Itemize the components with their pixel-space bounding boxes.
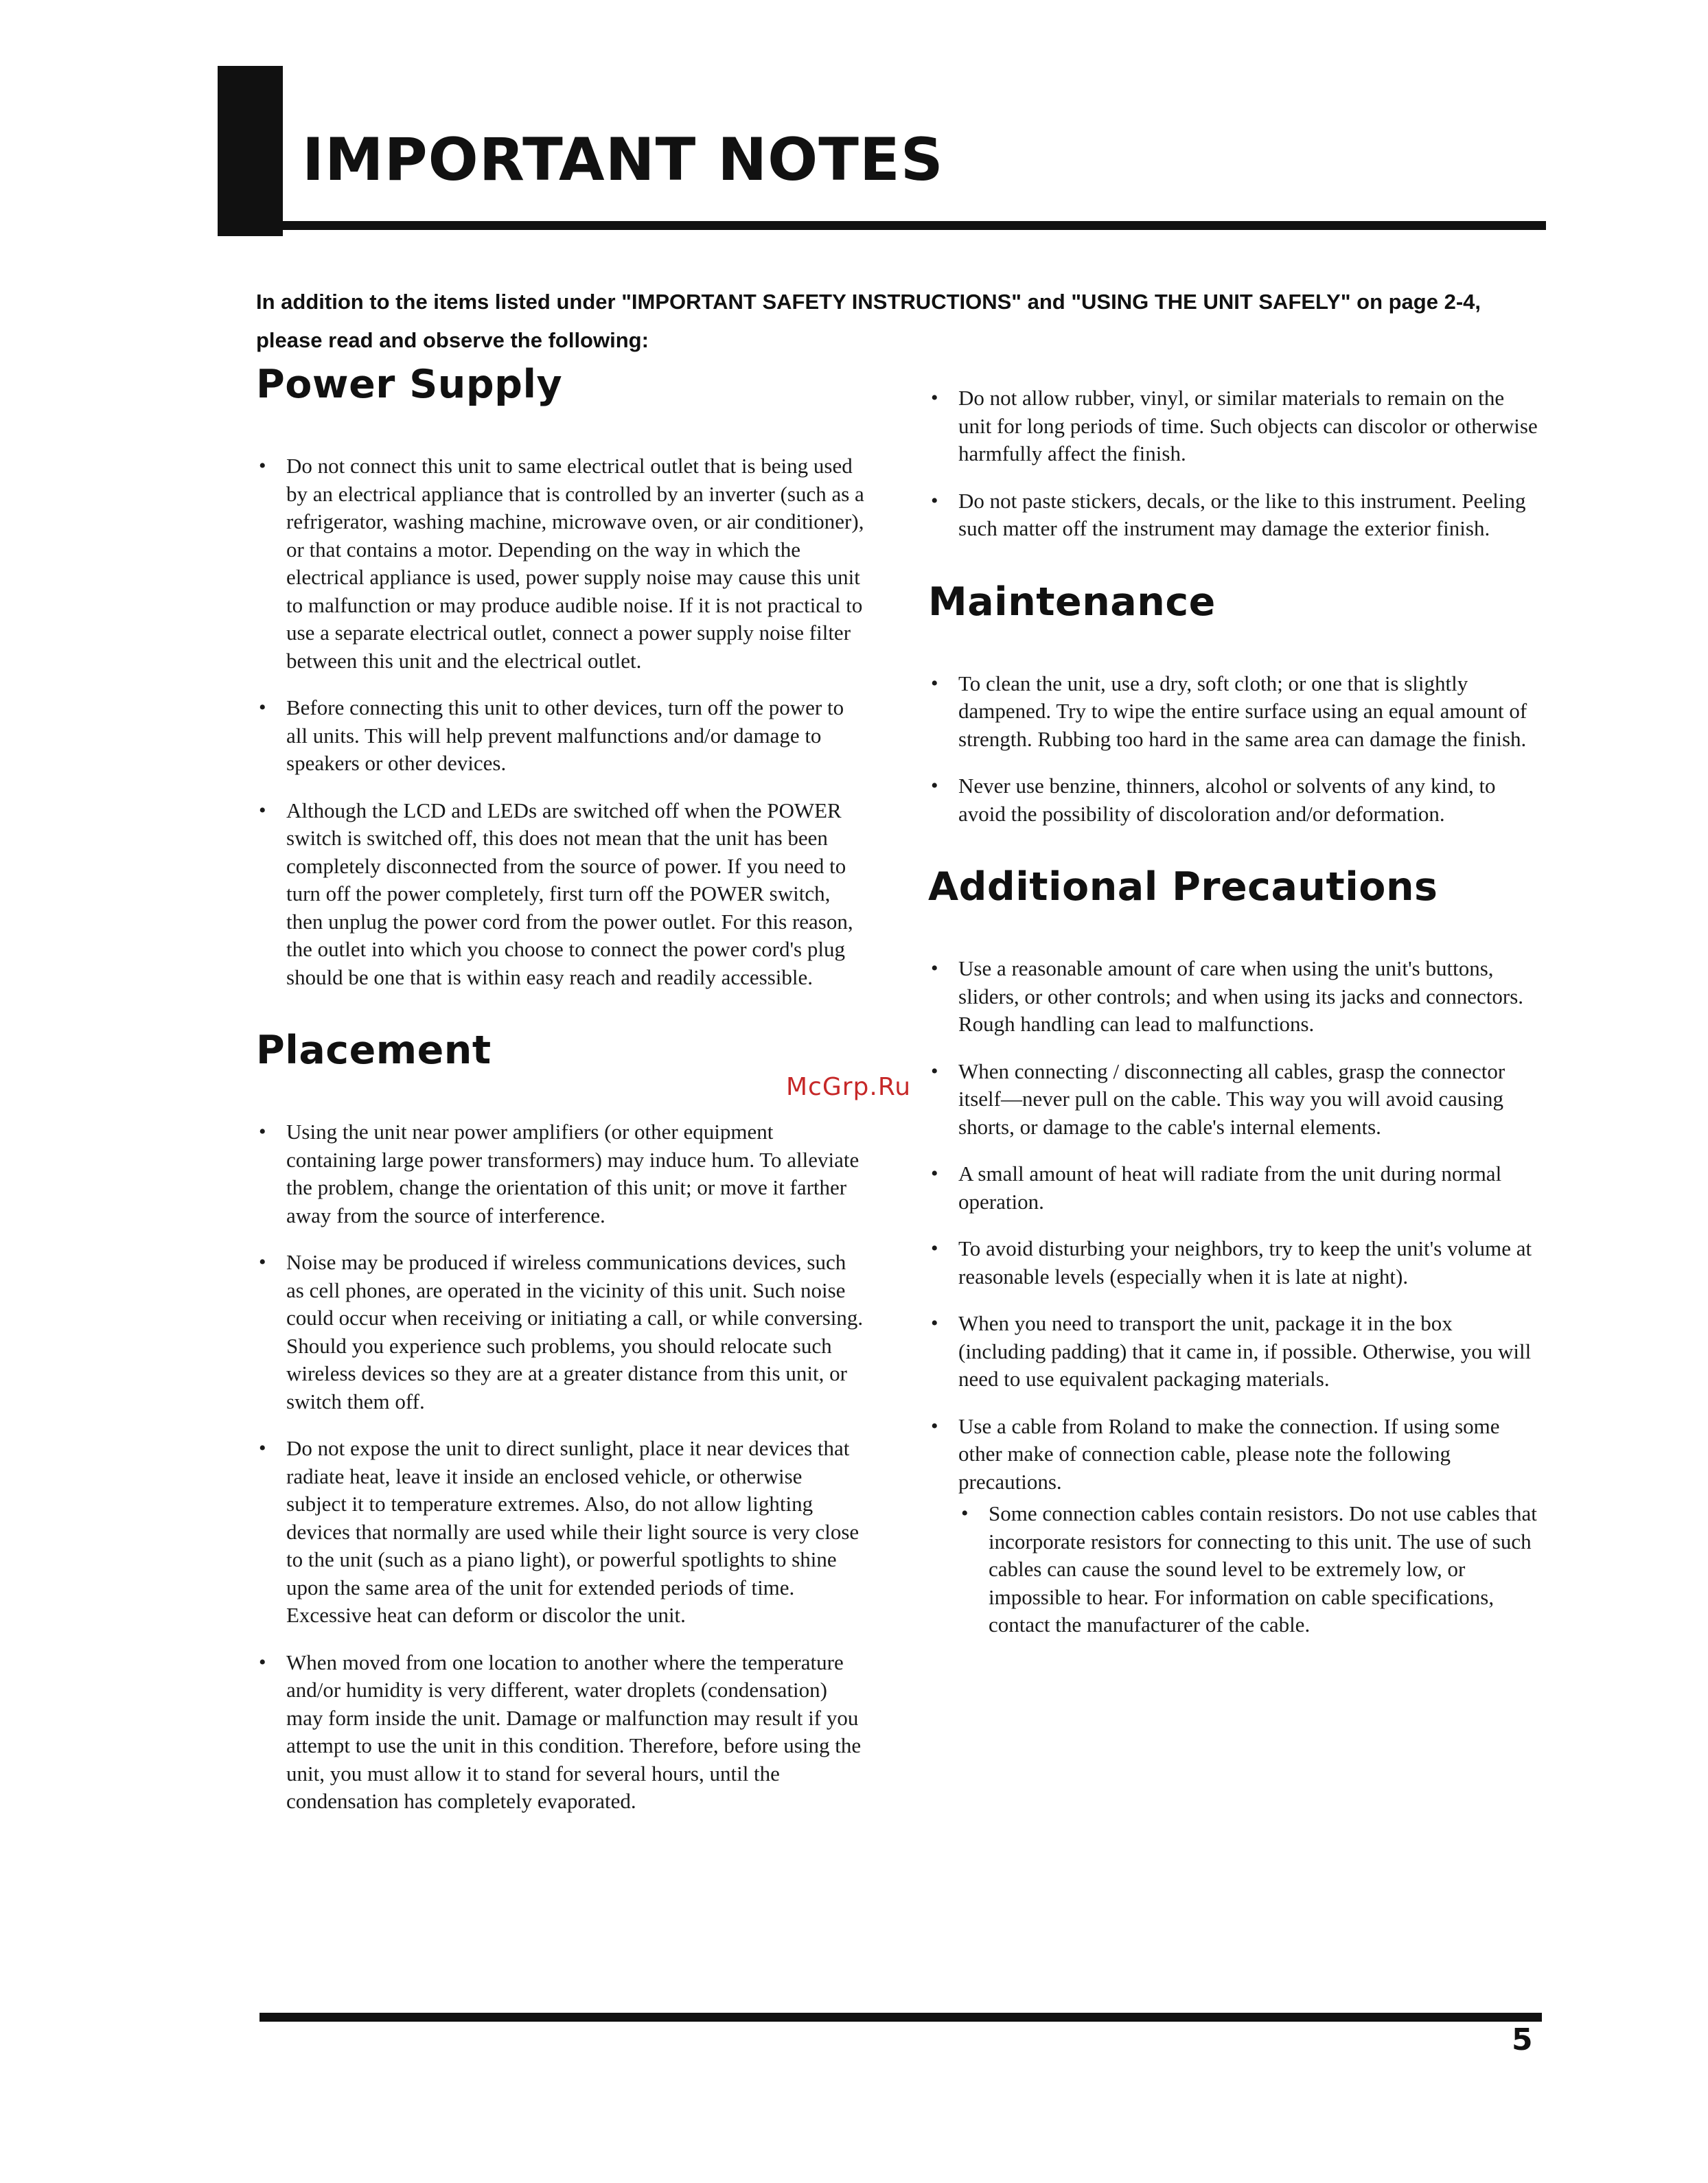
intro-paragraph: In addition to the items listed under "IMPORTANT SAFETY INSTRUCTIONS" and "USING THE UNIT SAFELY" on page 2-4, please read and observe the following: <box>256 290 1481 352</box>
list-item: • Do not allow rubber, vinyl, or similar materials to remain on the unit for long periods of time. Such objects can discolor or otherwise harmfully affect the finish. <box>928 384 1539 468</box>
footer-rule <box>259 2013 1542 2022</box>
list-item: • Using the unit near power amplifiers (or other equipment containing large power transformers) may induce hum. To alleviate the problem, change the orientation of this unit; or move it farther away from the source of interference. <box>256 1118 867 1229</box>
page-number: 5 <box>1512 2022 1533 2057</box>
list-item: • Do not paste stickers, decals, or the like to this instrument. Peeling such matter off the instrument may damage the exterior finish. <box>928 487 1539 543</box>
section-heading-placement: Placement <box>256 1028 492 1073</box>
list-item: • Before connecting this unit to other devices, turn off the power to all units. This will help prevent malfunctions and/or damage to speakers or other devices. <box>256 694 867 778</box>
placement-list <box>256 1118 867 1816</box>
section-additional-precautions <box>928 864 1539 1639</box>
list-item: • Although the LCD and LEDs are switched off when the POWER switch is switched off, this does not mean that the unit has been completely disconnected from the source of power. If you need to turn off the power completely, first turn off the POWER switch, then unplug the power cord from the power outlet. For this reason, the outlet into which you choose to connect the power cord's plug should be one that is within easy reach and readily accessible. <box>256 797 867 992</box>
header-block <box>218 66 283 236</box>
page-title: IMPORTANT NOTES <box>302 126 944 194</box>
left-column <box>256 362 867 1856</box>
list-item: • Never use benzine, thinners, alcohol or solvents of any kind, to avoid the possibility of discoloration and/or deformation. <box>928 772 1539 828</box>
list-item: • Do not expose the unit to direct sunlight, place it near devices that radiate heat, leave it inside an enclosed vehicle, or otherwise subject it to temperature extremes. Also, do not allow lighting devices that normally are used while their light source is very close to the unit (such as a piano light), or powerful spotlights to shine upon the same area of the unit for extended periods of time. Excessive heat can deform or discolor the unit. <box>256 1435 867 1630</box>
list-item-text: Use a cable from Roland to make the connection. If using some other make of connection cable, please note the following precautions. <box>958 1413 1500 1494</box>
section-power-supply <box>256 362 867 991</box>
list-item: • When you need to transport the unit, package it in the box (including padding) that it came in, if possible. Otherwise, you will need to use equivalent packaging materials. <box>928 1310 1539 1394</box>
watermark: McGrp.Ru <box>786 1073 912 1101</box>
section-heading-power-supply: Power Supply <box>256 362 563 407</box>
maintenance-list <box>928 670 1539 829</box>
section-placement-continued <box>928 384 1539 543</box>
list-item: • To clean the unit, use a dry, soft cloth; or one that is slightly dampened. Try to wipe the entire surface using an equal amount of strength. Rubbing too hard in the same area can damage the finish. <box>928 670 1539 754</box>
list-item: • When connecting / disconnecting all cables, grasp the connector itself—never pull on the cable. This way you will avoid causing shorts, or damage to the cable's internal elements. <box>928 1058 1539 1142</box>
list-item: • A small amount of heat will radiate from the unit during normal operation. <box>928 1160 1539 1216</box>
list-item: • To avoid disturbing your neighbors, try to keep the unit's volume at reasonable levels (especially when it is late at night). <box>928 1235 1539 1291</box>
sub-list-item: • Some connection cables contain resistors. Do not use cables that incorporate resistors for connecting to this unit. The use of such cables can cause the sound level to be extremely low, or impossible to hear. For information on cable specifications, contact the manufacturer of the cable. <box>958 1500 1539 1639</box>
list-item: • Use a reasonable amount of care when using the unit's buttons, sliders, or other controls; and when using its jacks and connectors. Rough handling can lead to malfunctions. <box>928 955 1539 1039</box>
header-rule <box>218 221 1546 230</box>
list-item: • Do not connect this unit to same electrical outlet that is being used by an electrical appliance that is controlled by an inverter (such as a refrigerator, washing machine, microwave oven, or air conditioner), or that contains a motor. Depending on the way in which the electrical appliance is used, power supply noise may cause this unit to malfunction or may produce audible noise. If it is not practical to use a separate electrical outlet, connect a power supply noise filter between this unit and the electrical outlet. <box>256 452 867 675</box>
sub-list <box>958 1500 1539 1639</box>
placement-continued-list <box>928 384 1539 543</box>
right-column <box>928 384 1539 1679</box>
section-placement <box>256 1028 867 1816</box>
list-item-with-sublist <box>928 1413 1539 1639</box>
section-heading-additional-precautions: Additional Precautions <box>928 864 1438 910</box>
additional-precautions-list <box>928 955 1539 1639</box>
list-item: • Noise may be produced if wireless communications devices, such as cell phones, are operated in the vicinity of this unit. Such noise could occur when receiving or initiating a call, or while conversing. Should you experience such problems, you should relocate such wireless devices so they are at a greater distance from this unit, or switch them off. <box>256 1249 867 1416</box>
power-supply-list <box>256 452 867 991</box>
list-item: • When moved from one location to another where the temperature and/or humidity is very different, water droplets (condensation) may form inside the unit. Damage or malfunction may result if you attempt to use the unit in this condition. Therefore, before using the unit, you must allow it to stand for several hours, until the condensation has completely evaporated. <box>256 1649 867 1816</box>
section-heading-maintenance: Maintenance <box>928 579 1216 625</box>
section-maintenance <box>928 579 1539 829</box>
